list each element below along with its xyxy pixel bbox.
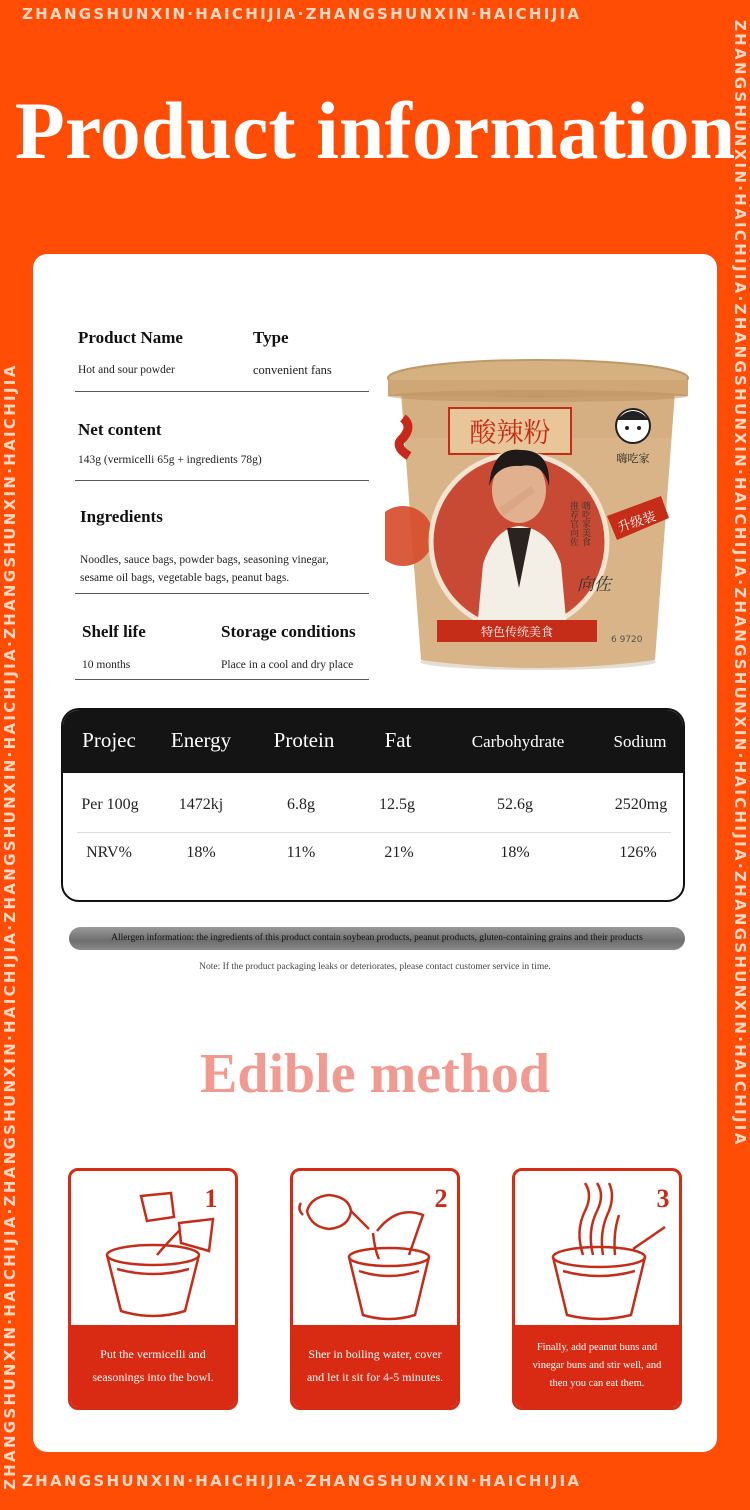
product-cup-image <box>385 358 691 674</box>
step-card-2 <box>290 1168 460 1410</box>
table-cell: 11% <box>286 844 316 861</box>
shelf-life-label: Shelf life <box>82 622 146 641</box>
product-name-value: Hot and sour powder <box>78 364 175 376</box>
storage-label: Storage conditions <box>221 622 356 641</box>
header-projec: Projec <box>82 728 136 752</box>
table-cell: 6.8g <box>287 796 315 813</box>
step-1-number: 1 <box>204 1184 218 1213</box>
ingredients-value-line-1: Noodles, sauce bags, powder bags, seasoning vinegar, <box>80 554 329 566</box>
signature: 向佐 <box>577 575 611 595</box>
divider <box>75 593 369 594</box>
border-text-left: ZHANGSHUNXIN·HAICHIJIA·ZHANGSHUNXIN·HAICHIJIA·ZHANGSHUNXIN·HAICHIJIA·ZHANGSHUNXIN·HAICHIJIA <box>1 363 19 1490</box>
table-cell: Per 100g <box>81 796 139 813</box>
step-card-1 <box>68 1168 238 1410</box>
content-card <box>33 254 717 1452</box>
type-value: convenient fans <box>253 363 332 377</box>
barcode-number: 6 9720 <box>611 635 643 645</box>
upgrade-badge: 升级装 <box>616 509 659 536</box>
storage-value: Place in a cool and dry place <box>221 659 354 671</box>
packaging-note: Note: If the product packaging leaks or deteriorates, please contact customer service in time. <box>199 962 551 972</box>
header-protein: Protein <box>273 728 335 752</box>
ingredients-label: Ingredients <box>80 507 163 526</box>
table-row-divider <box>77 832 671 833</box>
border-text-bottom: ZHANGSHUNXIN·HAICHIJIA·ZHANGSHUNXIN·HAICHIJIA <box>22 1472 582 1490</box>
table-cell: 21% <box>384 844 414 861</box>
product-tagline-cn: 特色传统美食 <box>480 625 554 639</box>
table-cell: 2520mg <box>614 796 668 813</box>
type-label: Type <box>253 328 289 347</box>
header-sodium: Sodium <box>613 732 667 751</box>
header-energy: Energy <box>170 728 232 752</box>
page-title: Product information <box>14 85 736 176</box>
step-3-number: 3 <box>656 1184 670 1213</box>
step-1-text: Put the vermicelli and seasonings into the bowl. <box>71 1325 235 1407</box>
table-cell: 1472kj <box>178 796 224 813</box>
divider <box>75 391 369 392</box>
step-2-text: Sher in boiling water, cover and let it sit for 4-5 minutes. <box>293 1325 457 1407</box>
step-2-number: 2 <box>434 1184 448 1213</box>
net-content-label: Net content <box>78 420 162 439</box>
step-1-illustration <box>71 1171 235 1327</box>
table-cell: 52.6g <box>497 796 533 813</box>
endorsement-text-2: 推荐官向佐 <box>568 501 578 546</box>
table-cell: NRV% <box>86 844 132 861</box>
border-text-right: ZHANGSHUNXIN·HAICHIJIA·ZHANGSHUNXIN·HAICHIJIA·ZHANGSHUNXIN·HAICHIJIA·ZHANGSHUNXIN·HAICHIJIA <box>731 20 749 1147</box>
step-card-3 <box>512 1168 682 1410</box>
edible-method-title: Edible method <box>199 1043 551 1105</box>
allergen-banner: Allergen information: the ingredients of this product contain soybean products, peanut products, gluten-containing grains and their products <box>69 927 685 950</box>
border-text-top: ZHANGSHUNXIN·HAICHIJIA·ZHANGSHUNXIN·HAICHIJIA <box>22 5 582 23</box>
product-name-cn: 酸辣粉 <box>469 418 551 449</box>
brand-logo-cn: 嗨吃家 <box>616 452 650 465</box>
divider <box>75 480 369 481</box>
nutrition-header-row <box>63 710 683 773</box>
product-name-label: Product Name <box>78 328 183 347</box>
ingredients-value-line-2: sesame oil bags, vegetable bags, peanut bags. <box>80 572 290 584</box>
net-content-value: 143g (vermicelli 65g + ingredients 78g) <box>78 454 262 466</box>
step-3-text: Finally, add peanut buns and vinegar buns and stir well, and then you can eat them. <box>515 1325 679 1407</box>
shelf-life-value: 10 months <box>82 659 131 671</box>
endorsement-text-1: 嗨吃家美食 <box>580 501 590 546</box>
divider <box>75 679 369 680</box>
table-cell: 18% <box>500 844 530 861</box>
step-3-illustration <box>515 1171 679 1327</box>
header-fat: Fat <box>384 728 412 752</box>
table-cell: 126% <box>619 844 657 861</box>
step-2-illustration <box>293 1171 457 1327</box>
header-carbohydrate: Carbohydrate <box>471 732 565 751</box>
table-cell: 12.5g <box>379 796 415 813</box>
nutrition-table <box>61 708 685 902</box>
table-cell: 18% <box>186 844 216 861</box>
